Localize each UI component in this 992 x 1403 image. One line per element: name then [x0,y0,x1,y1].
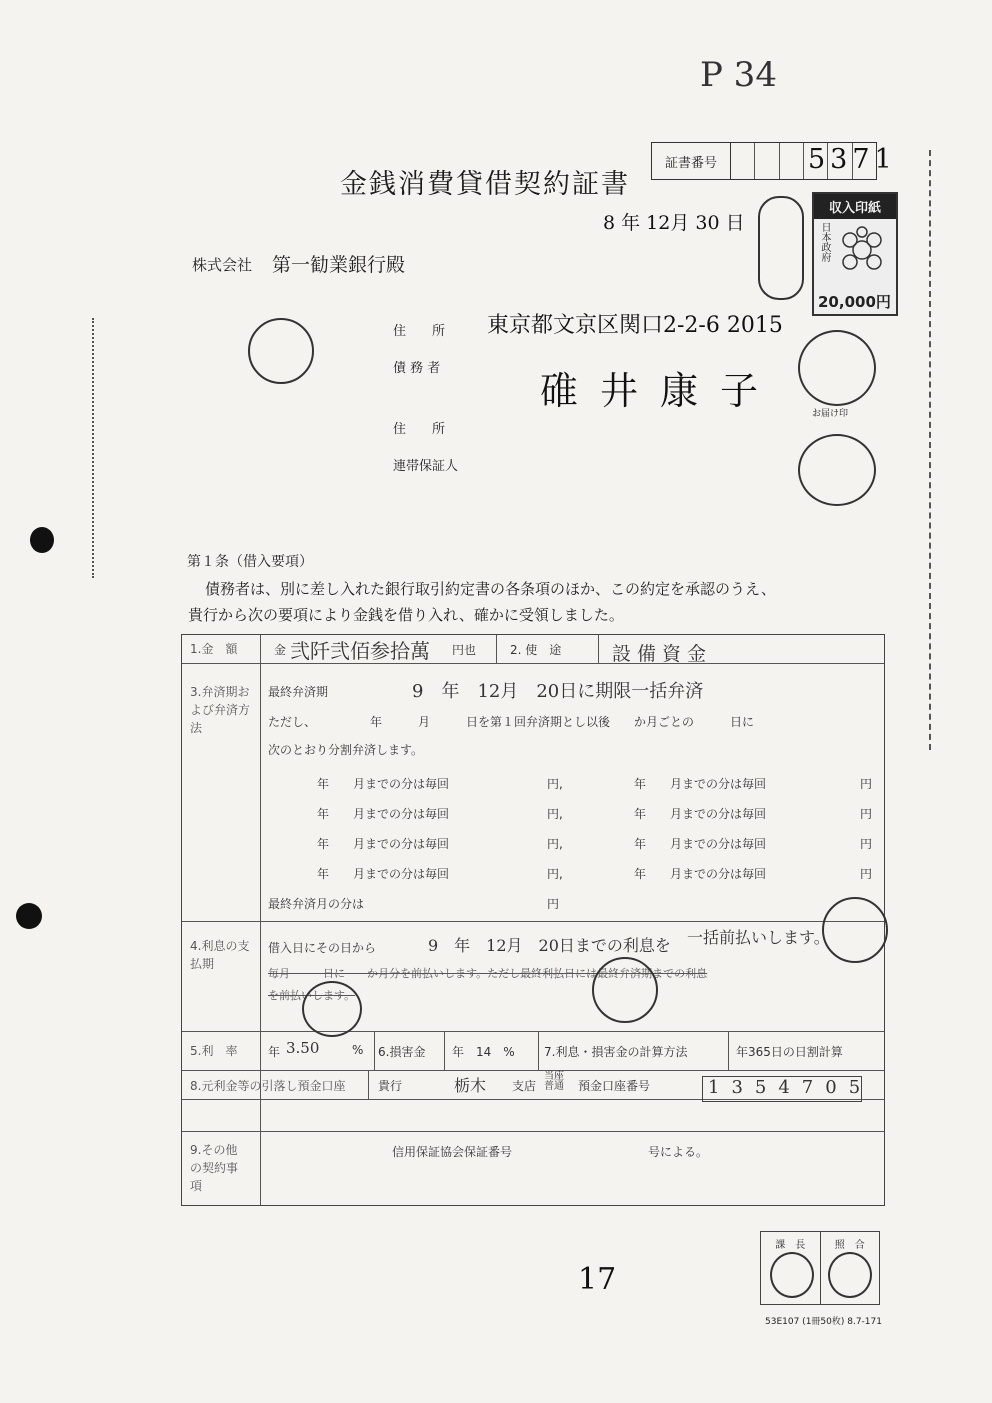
page-number-hand: 17 [578,1262,617,1297]
installment-left-4: 年 月までの分は毎回 [317,867,450,881]
binding-hole-top [30,527,54,553]
installment-right-2: 年 月までの分は毎回 [634,807,767,821]
row4-label: 4.利息の支払期 [190,939,250,971]
row9-label: 9.その他の契約事項 [190,1143,239,1193]
corner-handwriting: P 34 [700,55,777,95]
document-title: 金銭消費貸借契約証書 [340,169,630,200]
installment-yen-3: 円, [547,837,563,851]
installment-yen-r3: 円 [860,837,873,851]
row3-final-hand: 9 年 12月 20日に期限一括弁済 [412,681,704,702]
row3-line3: 次のとおり分割弁済します。 [268,743,424,757]
row8-acct-number: 1354705 [708,1077,873,1098]
installment-left-3: 年 月までの分は毎回 [317,837,450,851]
debtor-name: 碓井康子 [540,369,781,413]
seal-row4-c [822,897,888,963]
installment-left-1: 年 月までの分は毎回 [317,777,450,791]
seal-row4-a [302,981,362,1037]
row4-line1-hand2: 一括前払いします。 [687,928,830,947]
seal-registered-label: お届け印 [812,409,849,419]
oval-seal-stamp [758,196,804,300]
installment-right-3: 年 月までの分は毎回 [634,837,767,851]
row4-line1-hand: 9 年 12月 20日までの利息を [428,936,671,955]
row4-line1: 借入日にその日から [268,941,377,955]
row8-bank: 貴行 [378,1079,403,1093]
row7-value: 年365日の日割計算 [736,1045,843,1059]
row1-use-value: 設備資金 [612,643,713,665]
addressee-company: 株式会社 [192,256,253,274]
row6-value: 年 14 % [452,1045,515,1059]
approval-check: 照 合 [834,1240,865,1251]
form-code: 53E107 (1冊50枚) 8.7-171 [765,1317,882,1327]
guarantor-label: 連帯保証人 [393,459,459,474]
row5-pct: % [352,1043,364,1057]
row3-last-month: 最終弁済月の分は [268,897,365,911]
address-label: 住 所 [393,324,446,339]
row1-amount-suffix: 円也 [452,643,477,657]
installment-yen-r2: 円 [860,807,873,821]
revenue-stamp-label: 収入印紙 [814,194,896,219]
row3-final-label: 最終弁済期 [268,685,329,699]
installment-yen-r1: 円 [860,777,873,791]
guarantor-address-label: 住 所 [393,422,446,437]
loan-terms-table [181,634,885,1206]
address-value: 東京都文京区関口2-2-6 2015 [487,313,783,338]
left-edge-marks [92,318,120,578]
seal-blank-circle [798,434,876,506]
approval-seal-check [828,1252,872,1298]
seal-registered [798,330,876,406]
row1-use-label: 2. 使 途 [510,643,562,657]
installment-yen-2: 円, [547,807,563,821]
contract-date: 8 年 12月 30 日 [603,212,745,234]
right-edge-bracket [929,150,937,750]
row5-year: 年 [268,1045,281,1059]
seal-left [248,318,314,384]
installment-left-2: 年 月までの分は毎回 [317,807,450,821]
row1-amount-hand: 弐阡弐佰参拾萬 [290,639,430,663]
row4-line3-struck: を前払いします。 [268,989,356,1002]
approval-seal-chief [770,1252,814,1298]
row8-branch: 支店 [512,1079,537,1093]
approval-chief: 課 長 [761,1232,821,1304]
installment-yen-r4: 円 [860,867,873,881]
revenue-stamp-amount: 20,000円 [818,293,891,311]
installment-yen-1: 円, [547,777,563,791]
row7-label: 7.利息・損害金の計算方法 [544,1045,688,1059]
row3-last-yen: 円 [547,897,560,911]
row6-label: 6.損害金 [378,1045,426,1059]
installment-yen-4: 円, [547,867,563,881]
row3-line2: ただし、 年 月 日を第１回弁済期とし以後 か月ごとの 日に [268,715,755,729]
seal-row4-b [592,957,658,1023]
row5-label: 5.利 率 [190,1044,238,1058]
flower-icon [832,220,892,282]
revenue-stamp [812,192,898,316]
article-heading: 第１条（借入要項） [187,554,313,570]
row4-line2-struck: 毎月 日に か月分を前払いします。ただし最終利払日には最終弁済期までの利息 [268,967,708,980]
row9-text: 信用保証協会保証番号 [392,1145,513,1159]
binding-hole-bottom [16,903,42,929]
row8-label: 8.元利金等の引落し預金口座 [190,1079,346,1093]
row8-branch-hand: 栃木 [454,1076,487,1095]
debtor-label: 債 務 者 [393,361,441,376]
row1-label: 1.金 額 [190,642,238,656]
installment-right-4: 年 月までの分は毎回 [634,867,767,881]
row1-amount-prefix: 金 [274,643,287,657]
article-line-1: 債務者は、別に差し入れた銀行取引約定書の各条項のほか、この約定を承認のうえ、 [205,580,776,598]
row8-acct-label: 預金口座番号 [578,1079,651,1093]
addressee-bank: 第一勧業銀行殿 [272,254,406,276]
cert-number-value: 5371 [808,144,897,175]
article-line-2: 貴行から次の要項により金銭を借り入れ、確かに受領しました。 [188,606,624,624]
row3-label: 3.弁済期および弁済方法 [190,685,251,735]
row5-rate: 3.50 [286,1039,320,1057]
installment-right-1: 年 月までの分は毎回 [634,777,767,791]
cert-number-label: 証書番号 [652,143,731,179]
revenue-stamp-country: 日本政府 [819,222,830,262]
row9-suffix: 号による。 [648,1145,709,1159]
row8-acct-type: 当座 普通 [544,1071,564,1092]
